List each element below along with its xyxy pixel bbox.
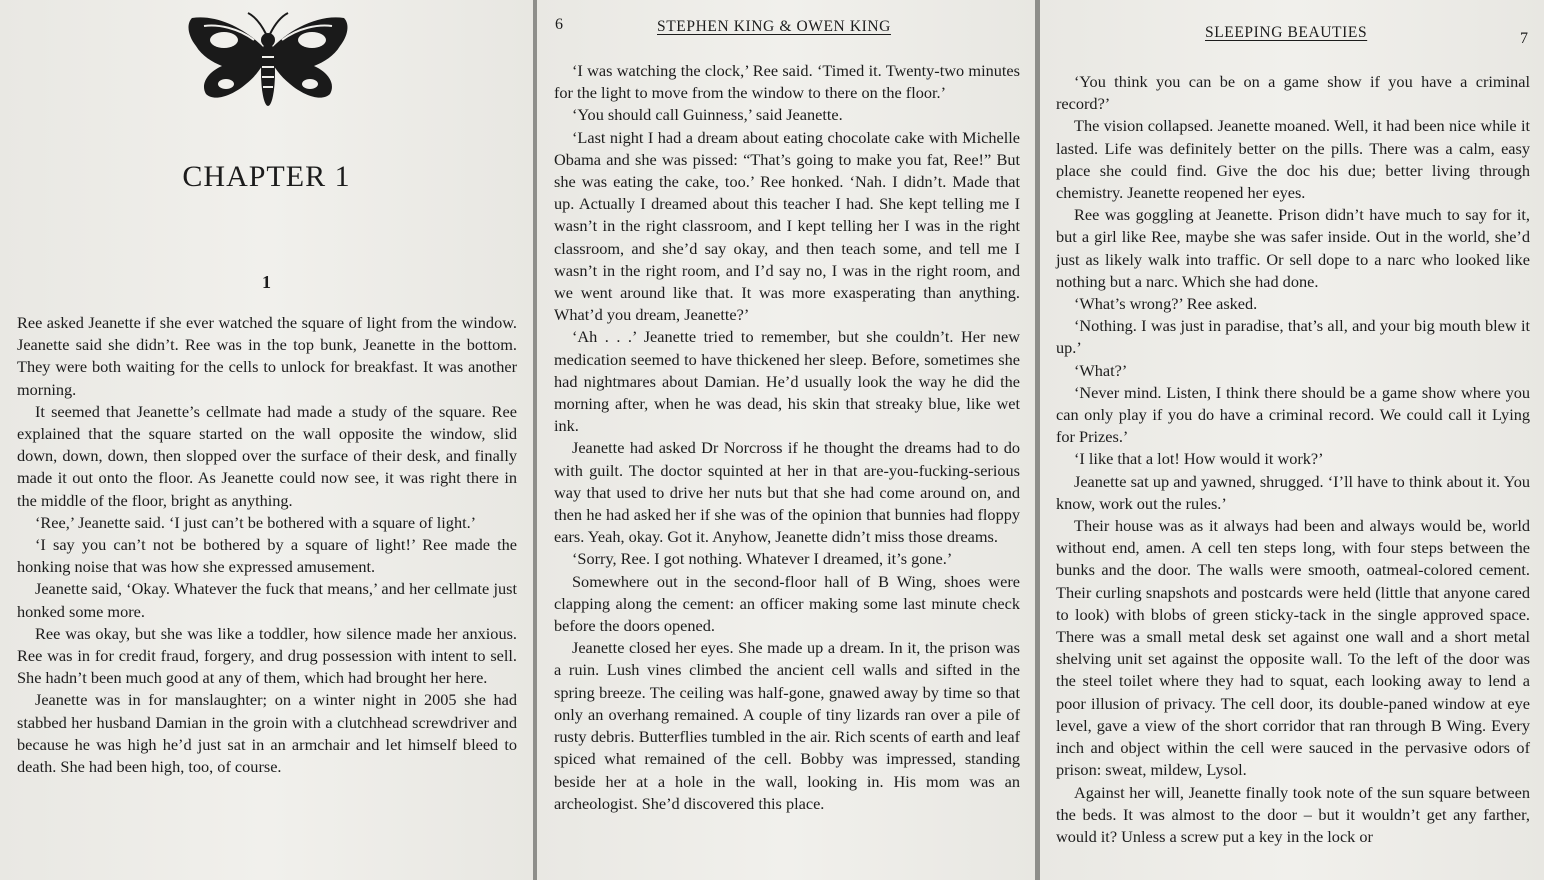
right-page (1040, 0, 1544, 880)
paragraph: Jeanette said, ‘Okay. Whatever the fuck that means,’ and her cellmate just honked some more. (17, 579, 517, 621)
left-page-body (17, 312, 517, 778)
paragraph: ‘Sorry, Ree. I got nothing. Whatever I dreamed, it’s gone.’ (572, 549, 953, 569)
paragraph: ‘Ree,’ Jeanette said. ‘I just can’t be bothered with a square of light.’ (35, 512, 477, 532)
paragraph: ‘Never mind. Listen, I think there should be a game show where you can only play if you do have a criminal record. We could call it Lying for Prizes.’ (1056, 382, 1530, 447)
paragraph: Jeanette had asked Dr Norcross if he thought the dreams had to do with guilt. The doctor squinted at her in that are-you-fucking-serious way that used to drive her nuts but that she had come around on, and then he had asked her if she was of the opinion that bunnies had floppy ears. Yeah, okay. Got it. Anyhow, Jeanette didn’t miss those dreams. (554, 438, 1020, 547)
paragraph: ‘Nothing. I was just in paradise, that’s all, and your big mouth blew it up.’ (1056, 316, 1530, 358)
running-head: STEPHEN KING & OWEN KING (657, 18, 891, 35)
paragraph: Jeanette was in for manslaughter; on a winter night in 2005 she had stabbed her husband Damian in the groin with a clutchhead screwdriver and because he was high he’d just sat in an armchair and let himself bleed to death. She had been high, too, of course. (17, 690, 517, 777)
paragraph: Against her will, Jeanette finally took note of the sun square between the beds. It was almost to the door – but it wouldn’t get any farther, would it? Unless a screw put a key in the lock or (1056, 782, 1530, 846)
paragraph: Their house was as it always had been and always would be, world without end, amen. A cell ten steps long, with four steps between the bunks and the door. The walls were smooth, oatmeal-colored cement. Their curling snapshots and postcards were held (little that anyone cared to look) with blobs of green sticky-tack in the single approved space. There was a small metal desk set against one wall and a short metal shelving unit set against the opposite wall. To the left of the door was the steel toilet where they had to squat, each looking away to lend a poor illusion of privacy. The cell door, its double-paned window at eye level, gave a view of the short corridor that ran through B Wing. Every inch and object within the cell were sauced in the pervasive odors of prison: sweat, mildew, Lysol. (1056, 516, 1530, 780)
paragraph: Ree was goggling at Jeanette. Prison didn’t have much to say for it, but a girl like Ree, maybe she was safer inside. Out in the world, she’d just as likely walk into traffic. Or sell dope to a narc who looked like nothing but a narc. Which she had done. (1056, 205, 1530, 291)
paragraph: ‘You think you can be on a game show if you have a criminal record?’ (1056, 72, 1530, 114)
paragraph: ‘I like that a lot! How would it work?’ (1074, 449, 1324, 469)
paragraph: Somewhere out in the second-floor hall of B Wing, shoes were clapping along the cement: an officer making some last minute check before the doors opened. (554, 571, 1020, 636)
page-number: 6 (555, 16, 563, 33)
paragraph: ‘Ah . . .’ Jeanette tried to remember, but she couldn’t. Her new medication seemed to have thickened her sleep. Before, sometimes she had nightmares about Damian. He’d usually look the way he did the morning after, when he was dead, his skin that streaky blue, like wet ink. (554, 327, 1020, 436)
paragraph: ‘I say you can’t not be bothered by a square of light!’ Ree made the honking noise that was how she expressed amusement. (17, 535, 517, 577)
middle-page (537, 0, 1035, 880)
paragraph: The vision collapsed. Jeanette moaned. Well, it had been nice while it lasted. Life was definitely better on the pills. There was a calm, easy place she could find. Give the doc his due; better living through chemistry. Jeanette reopened her eyes. (1056, 116, 1530, 203)
running-head: SLEEPING BEAUTIES (1205, 24, 1368, 41)
section-number: 1 (262, 272, 271, 292)
paragraph: ‘Last night I had a dream about eating chocolate cake with Michelle Obama and she was pissed: “That’s going to make you fat, Ree!” But she was eating the cake, too.’ Ree honked. ‘Nah. I didn’t. Made that up. Actually I dreamed about this teacher I had. She kept telling me I wasn’t in the right classroom, and I kept telling her I was in the right classroom, and she’d say okay, and then teach some, and tell me I wasn’t in the right room, and I’d say no, I was in the right room, and we went around like that. It was more exasperating than anything. What’d you dream, Jeanette?’ (554, 127, 1020, 325)
paragraph: ‘What’s wrong?’ Ree asked. (1074, 294, 1258, 314)
paragraph: Ree was okay, but she was like a toddler, how silence made her anxious. Ree was in for credit fraud, forgery, and drug possession with intent to sell. She hadn’t been much good at any of them, which had brought her here. (17, 623, 517, 688)
paragraph: Jeanette sat up and yawned, shrugged. ‘I’ll have to think about it. You know, work out the rules.’ (1056, 471, 1530, 513)
left-page (0, 0, 533, 880)
paragraph: It seemed that Jeanette’s cellmate had made a study of the square. Ree explained that the square started on the wall opposite the window, slid down, down, down, then slopped over the surface of their desk, and finally made it out onto the floor. As Jeanette could now see, it was right there in the middle of the floor, bright as anything. (17, 401, 517, 510)
paragraph: ‘What?’ (1074, 360, 1128, 380)
right-page-body (1056, 71, 1530, 848)
page-number: 7 (1520, 30, 1528, 47)
paragraph: ‘You should call Guinness,’ said Jeanette. (572, 105, 843, 125)
paragraph: Jeanette closed her eyes. She made up a dream. In it, the prison was a ruin. Lush vines climbed the ancient cell walls and sifted in the spring breeze. The ceiling was half-gone, gnawed away by time so that only an overhang remained. A couple of tiny lizards ran over a pile of rusty debris. Butterflies tumbled in the air. Rich scents of earth and leaf spiced what remained of the cell. Bobby was impressed, standing beside her at a hole in the wall, looking in. His mom was an archeologist. She’d discovered this place. (554, 638, 1020, 813)
middle-page-body (554, 60, 1020, 815)
chapter-title: CHAPTER 1 (182, 160, 351, 193)
paragraph: Ree asked Jeanette if she ever watched the square of light from the window. Jeanette said she didn’t. Ree was in the top bunk, Jeanette in the bottom. They were both waiting for the cells to unlock for breakfast. It was another morning. (17, 313, 517, 399)
paragraph: ‘I was watching the clock,’ Ree said. ‘Timed it. Twenty-two minutes for the light to move from the window to there on the floor.’ (554, 61, 1020, 103)
moth-icon (178, 10, 358, 138)
